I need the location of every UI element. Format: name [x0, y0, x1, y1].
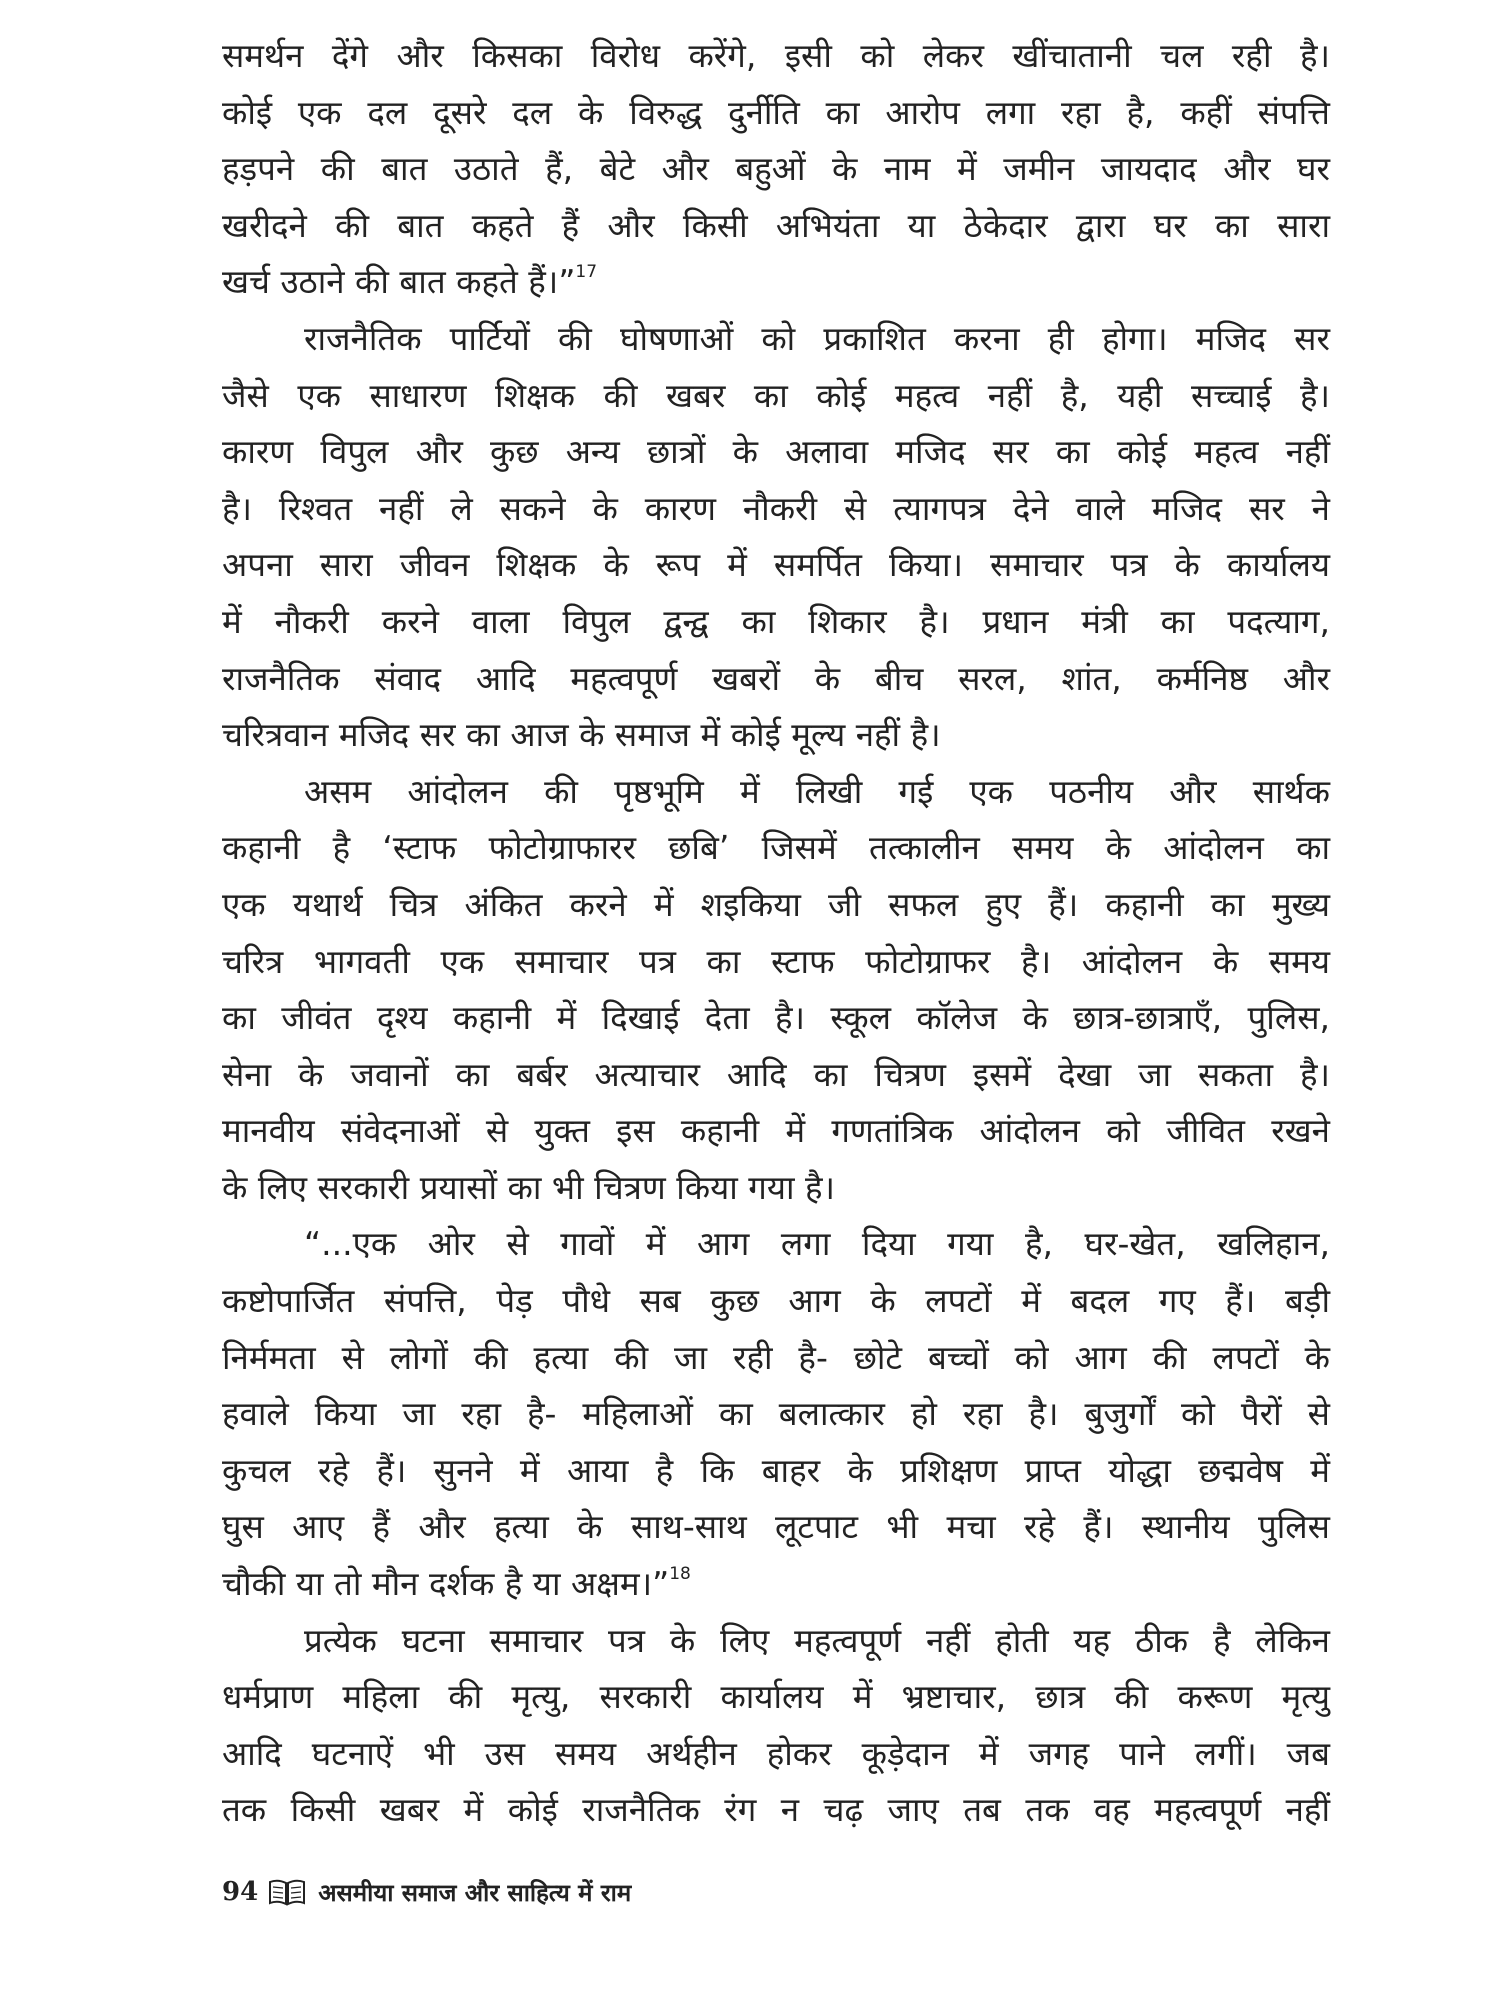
quote-line: कष्टोपार्जित संपत्ति, पेड़ पौधे सब कुछ आग के लपटों में बदल गए हैं। बड़ी — [222, 1281, 1330, 1321]
text-line: चरित्र भागवती एक समाचार पत्र का स्टाफ फोटोग्राफर है। आंदोलन के समय — [222, 941, 1330, 981]
quote-line: निर्ममता से लोगों की हत्या की जा रही है- छोटे बच्चों को आग की लपटों के — [222, 1337, 1330, 1377]
page-number: 94 — [222, 1877, 259, 1907]
quote-line: घुस आए हैं और हत्या के साथ-साथ लूटपाट भी मचा रहे हैं। स्थानीय पुलिस — [222, 1507, 1330, 1547]
text-line: कहानी है ‘स्टाफ फोटोग्राफारर छबि’ जिसमें तत्कालीन समय के आंदोलन का — [222, 828, 1330, 868]
text-line: हड़पने की बात उठाते हैं, बेटे और बहुओं के नाम में जमीन जायदाद और घर — [222, 149, 1330, 189]
text-line: आदि घटनाऐं भी उस समय अर्थहीन होकर कूड़ेदान में जगह पाने लगीं। जब — [222, 1733, 1330, 1773]
text-line: में नौकरी करने वाला विपुल द्वन्द्व का शिकार है। प्रधान मंत्री का पदत्याग, — [222, 601, 1330, 641]
text-line: एक यथार्थ चित्र अंकित करने में शइकिया जी सफल हुए हैं। कहानी का मुख्य — [222, 884, 1330, 924]
quote-line: चौकी या तो मौन दर्शक है या अक्षम।”$^{18}$ — [222, 1564, 691, 1604]
text-line: खरीदने की बात कहते हैं और किसी अभियंता या ठेकेदार द्वारा घर का सारा — [222, 205, 1330, 245]
footnote-ref-18: 18 — [669, 1564, 691, 1585]
text-line: धर्मप्राण महिला की मृत्यु, सरकारी कार्यालय में भ्रष्टाचार, छात्र की करूण मृत्यु — [222, 1677, 1330, 1717]
text-line: तक किसी खबर में कोई राजनैतिक रंग न चढ़ जाए तब तक वह महत्वपूर्ण नहीं — [222, 1790, 1330, 1830]
open-book-icon — [268, 1877, 306, 1907]
text-line: समर्थन देंगे और किसका विरोध करेंगे, इसी को लेकर खींचातानी चल रही है। — [222, 36, 1330, 75]
text-line: खर्च उठाने की बात कहते हैं।”$^{17}$ — [222, 262, 598, 302]
page-footer — [222, 1872, 631, 1912]
book-title: असमीया समाज और साहित्य में राम — [318, 1878, 632, 1907]
text-line: चरित्रवान मजिद सर का आज के समाज में कोई मूल्य नहीं है। — [222, 715, 941, 755]
text-line: कोई एक दल दूसरे दल के विरुद्ध दुर्नीति का आरोप लगा रहा है, कहीं संपत्ति — [222, 92, 1330, 132]
text-line: अपना सारा जीवन शिक्षक के रूप में समर्पित किया। समाचार पत्र के कार्यालय — [222, 545, 1330, 585]
text-line: है। रिश्वत नहीं ले सकने के कारण नौकरी से त्यागपत्र देने वाले मजिद सर ने — [222, 488, 1330, 528]
text-line: मानवीय संवेदनाओं से युक्त इस कहानी में गणतांत्रिक आंदोलन को जीवित रखने — [222, 1111, 1330, 1151]
quote-line: हवाले किया जा रहा है- महिलाओं का बलात्कार हो रहा है। बुजुर्गों को पैरों से — [222, 1394, 1330, 1434]
text-line: असम आंदोलन की पृष्ठभूमि में लिखी गई एक पठनीय और सार्थक — [304, 771, 1330, 811]
quote-line: “...एक ओर से गावों में आग लगा दिया गया है, घर-खेत, खलिहान, — [304, 1224, 1330, 1264]
text-line: जैसे एक साधारण शिक्षक की खबर का कोई महत्व नहीं है, यही सच्चाई है। — [222, 375, 1330, 415]
footnote-ref-17: 17 — [575, 262, 598, 283]
text-line: राजनैतिक पार्टियों की घोषणाओं को प्रकाशित करना ही होगा। मजिद सर — [304, 318, 1330, 358]
text-line: राजनैतिक संवाद आदि महत्वपूर्ण खबरों के बीच सरल, शांत, कर्मनिष्ठ और — [222, 658, 1330, 698]
body-text — [222, 28, 1330, 1839]
quote-line: कुचल रहे हैं। सुनने में आया है कि बाहर के प्रशिक्षण प्राप्त योद्धा छद्मवेष में — [222, 1450, 1330, 1490]
text-line: कारण विपुल और कुछ अन्य छात्रों के अलावा मजिद सर का कोई महत्व नहीं — [222, 432, 1330, 472]
text-line: का जीवंत दृश्य कहानी में दिखाई देता है। स्कूल कॉलेज के छात्र-छात्राएँ, पुलिस, — [222, 998, 1330, 1038]
text-line: प्रत्येक घटना समाचार पत्र के लिए महत्वपूर्ण नहीं होती यह ठीक है लेकिन — [304, 1620, 1330, 1660]
text-line: के लिए सरकारी प्रयासों का भी चित्रण किया गया है। — [222, 1167, 836, 1207]
text-line: सेना के जवानों का बर्बर अत्याचार आदि का चित्रण इसमें देखा जा सकता है। — [222, 1054, 1330, 1094]
